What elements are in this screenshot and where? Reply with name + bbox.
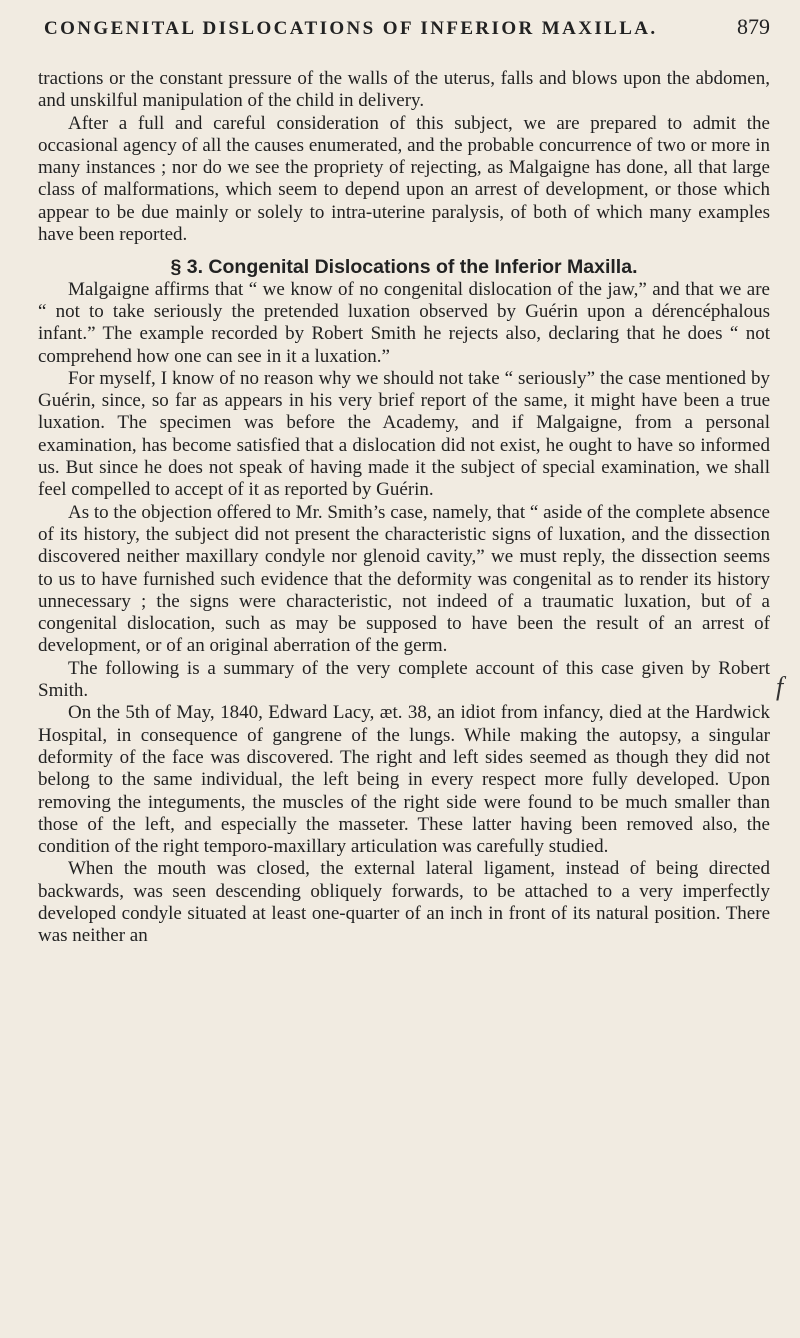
margin-mark: f [776,672,784,701]
paragraph: When the mouth was closed, the external lateral ligament, instead of being directed backwards, was seen descending obliquely forwards, to be attached to a very imperfectly developed condyle situated at least one-quarter of an inch in front of its natural position. There was neither an [38,858,770,947]
paragraph: For myself, I know of no reason why we should not take “ seriously” the case mentioned by Guérin, since, so far as appears in his very brief report of the same, it might have been a true luxation. The specimen was before the Academy, and if Malgaigne, from a personal examination, has become satisfied that a dislocation did not exist, he ought to have so informed us. But since he does not speak of having made it the subject of special examination, we shall feel compelled to accept of it as reported by Guérin. [38,367,770,501]
paragraph: tractions or the constant pressure of the walls of the uterus, falls and blows upon the abdomen, and unskilful manipulation of the child in delivery. [38,68,770,112]
paragraph: The following is a summary of the very complete account of this case given by Robert Smith. [38,657,770,702]
paragraph: After a full and careful consideration of this subject, we are prepared to admit the occasional agency of all the causes enumerated, and the probable concurrence of two or more in many instances ; nor do we see the propriety of rejecting, as Malgaigne has done, all that large class of malformations, which seem to depend upon an arrest of development, or those which appear to be due mainly or solely to intra-uterine paralysis, of both of which many examples have been reported. [38,112,770,246]
paragraph: On the 5th of May, 1840, Edward Lacy, æt. 38, an idiot from infancy, died at the Hardwick Hospital, in consequence of gangrene of the lungs. While making the autopsy, a singular deformity of the face was discovered. The right and left sides seemed as though they did not belong to the same individual, the left being in every respect more fully developed. Upon removing the integuments, the muscles of the right side were found to be much smaller than those of the left, and especially the masseter. These latter having been removed also, the condition of the right temporo-maxillary articulation was carefully studied. [38,702,770,858]
paragraph: As to the objection offered to Mr. Smith’s case, namely, that “ aside of the complete absence of its history, the subject did not present the characteristic signs of luxation, and the dissection discovered neither maxillary condyle nor glenoid cavity,” we must reply, the dissection seems to us to have furnished such evidence that the deformity was congenital as to render its history unnecessary ; the signs were characteristic, not indeed of a traumatic luxation, but of a congenital dislocation, such as may be supposed to have been the result of an arrest of development, or of an original aberration of the germ. [38,501,770,657]
section-heading: § 3. Congenital Dislocations of the Inferior Maxilla. [170,256,638,279]
book-page [38,14,770,948]
running-head-title: CONGENITAL DISLOCATIONS OF INFERIOR MAXILLA. [44,18,658,39]
page-number: 879 [737,14,770,39]
paragraph: Malgaigne affirms that “ we know of no congenital dislocation of the jaw,” and that we are “ not to take seriously the pretended luxation observed by Guérin upon a dérencéphalous infant.” The example recorded by Robert Smith he rejects also, declaring that he does “ not comprehend how one can see in it a luxation.” [38,278,770,367]
running-head [44,14,770,40]
